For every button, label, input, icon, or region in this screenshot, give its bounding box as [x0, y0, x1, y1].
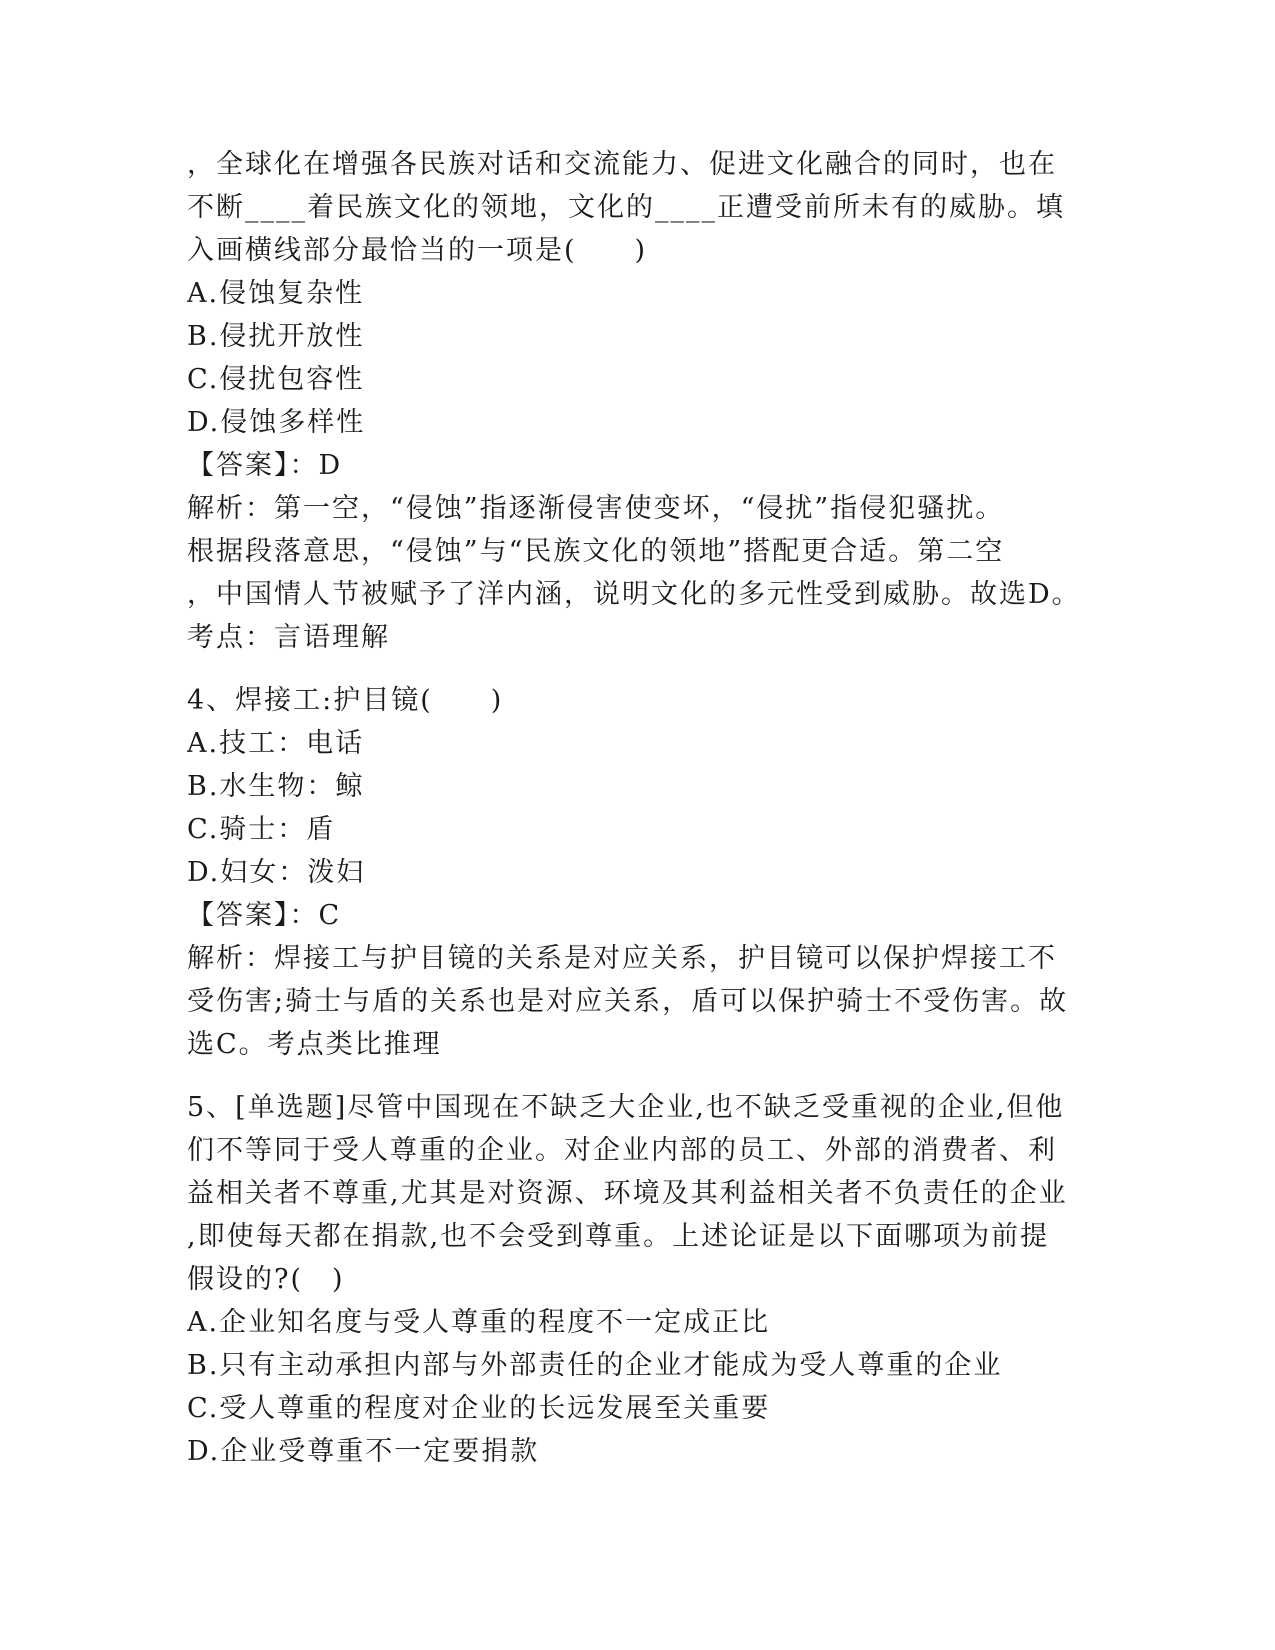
option-b: B.只有主动承担内部与外部责任的企业才能成为受人尊重的企业 — [187, 1350, 1003, 1381]
analysis-line: 解析：第一空，“侵蚀”指逐渐侵害使变坏，“侵扰”指侵犯骚扰。 — [187, 493, 1005, 524]
option-c: C.骑士：盾 — [187, 814, 336, 845]
option-c: C.受人尊重的程度对企业的长远发展至关重要 — [187, 1393, 771, 1424]
spacer — [187, 1066, 1087, 1086]
option-a: A.侵蚀复杂性 — [187, 278, 365, 309]
spacer — [187, 659, 1087, 679]
question-stem-line: 5、[单选题]尽管中国现在不缺乏大企业,也不缺乏受重视的企业,但他 — [187, 1092, 1065, 1123]
question-stem-line: 不断____着民族文化的领地，文化的____正遭受前所未有的威胁。填 — [187, 192, 1065, 223]
question-stem-line: ,即使每天都在捐款,也不会受到尊重。上述论证是以下面哪项为前提 — [187, 1221, 1050, 1252]
analysis-line: 根据段落意思，“侵蚀”与“民族文化的领地”搭配更合适。第二空 — [187, 536, 1005, 567]
question-stem-line: 入画横线部分最恰当的一项是( ) — [187, 235, 648, 266]
option-b: B.水生物：鲸 — [187, 771, 365, 802]
option-d: D.妇女：泼妇 — [187, 857, 366, 888]
question-5 — [187, 1086, 1087, 1473]
option-c: C.侵扰包容性 — [187, 364, 365, 395]
analysis-line: 解析：焊接工与护目镜的关系是对应关系，护目镜可以保护焊接工不 — [187, 943, 1057, 974]
answer-line: 【答案】：C — [187, 900, 342, 931]
question-stem-line: 益相关者不尊重,尤其是对资源、环境及其利益相关者不负责任的企业 — [187, 1178, 1068, 1209]
option-a: A.企业知名度与受人尊重的程度不一定成正比 — [187, 1307, 771, 1338]
question-3 — [187, 143, 1087, 659]
option-a: A.技工：电话 — [187, 728, 365, 759]
question-4 — [187, 679, 1087, 1066]
question-stem-line: 们不等同于受人尊重的企业。对企业内部的员工、外部的消费者、利 — [187, 1135, 1057, 1166]
question-stem-line: ，全球化在增强各民族对话和交流能力、促进文化融合的同时，也在 — [187, 149, 1057, 180]
analysis-line: 选C。考点类比推理 — [187, 1029, 442, 1060]
document-page — [187, 143, 1087, 1473]
question-stem-line: 4、焊接工:护目镜( ) — [187, 685, 504, 716]
question-stem-line: 假设的?( ) — [187, 1264, 345, 1295]
option-d: D.侵蚀多样性 — [187, 407, 366, 438]
analysis-line: 受伤害;骑士与盾的关系也是对应关系，盾可以保护骑士不受伤害。故 — [187, 986, 1069, 1017]
option-b: B.侵扰开放性 — [187, 321, 365, 352]
analysis-line: ，中国情人节被赋予了洋内涵，说明文化的多元性受到威胁。故选D。 — [187, 579, 1081, 610]
analysis-line: 考点：言语理解 — [187, 622, 390, 653]
option-d: D.企业受尊重不一定要捐款 — [187, 1436, 540, 1467]
answer-line: 【答案】：D — [187, 450, 343, 481]
